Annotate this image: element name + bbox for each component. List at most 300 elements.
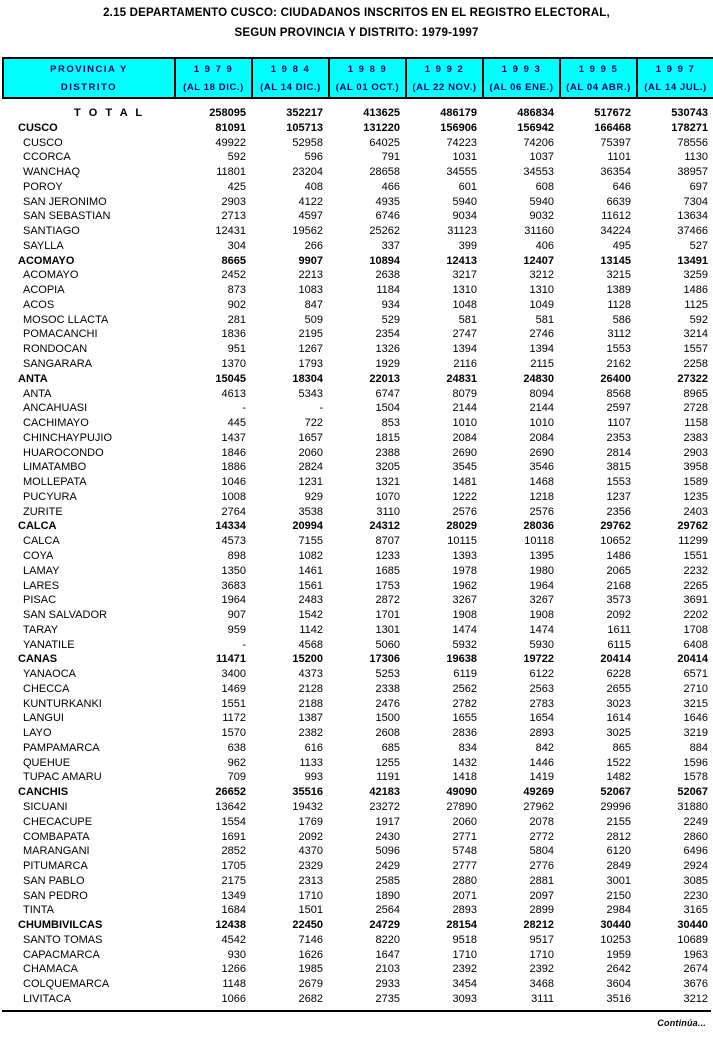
cell-value: 1101 [607,151,631,164]
cell-value: 1481 [452,476,477,489]
cell-value: 1769 [298,815,323,828]
cell-value: 1964 [221,594,246,607]
row-label: POMACANCHI [23,328,98,341]
cell-value: 1130 [684,151,708,164]
cell-value: 486834 [517,107,554,119]
cell-value: 3215 [683,697,708,710]
cell-value: 6408 [683,638,708,651]
cell-value: 1008 [221,490,246,503]
header-cell-provincia-distrito [4,59,174,97]
cell-value: 2674 [683,963,708,976]
cell-value: 81091 [215,121,246,134]
cell-value: 8707 [375,535,400,548]
table-row [2,136,711,151]
cell-value: 24830 [523,372,554,385]
cell-value: 13491 [677,254,708,267]
table-row [2,977,711,992]
cell-value: 592 [227,151,246,164]
cell-value: 1310 [452,284,477,297]
cell-value: 1553 [606,343,631,356]
row-label: ACOPIA [23,284,65,297]
cell-value: 581 [535,313,554,326]
cell-value: 1611 [607,623,631,636]
cell-value: 22450 [292,919,323,932]
cell-value: 3604 [606,978,631,991]
cell-value: 3545 [452,461,477,474]
cell-value: 2893 [452,904,477,917]
cell-value: 517672 [594,107,631,119]
header-date-label: (AL 18 DIC.) [183,82,244,93]
cell-value: 38957 [677,166,708,179]
cell-value: 1172 [222,712,246,725]
cell-value: 2713 [221,210,246,223]
cell-value: 1701 [375,609,400,622]
cell-value: 42183 [369,786,400,799]
row-label: CHUMBIVILCAS [18,919,103,932]
cell-value: 258095 [209,107,246,119]
cell-value: 10689 [677,933,708,946]
cell-value: 1522 [606,756,631,769]
header-cell-year-1984 [251,59,328,97]
cell-value: 27322 [677,372,708,385]
cell-value: 35516 [292,786,323,799]
cell-value: 4573 [221,535,246,548]
cell-value: 596 [304,151,323,164]
row-label: QUEHUE [23,756,71,769]
cell-value: 2115 [530,358,554,371]
cell-value: 646 [612,180,631,193]
cell-value: 1349 [221,889,246,902]
cell-value: 1647 [375,948,400,961]
cell-value: 1461 [298,564,323,577]
cell-value: 1191 [376,771,400,784]
cell-value: 17306 [369,653,400,666]
table-row [2,948,711,963]
cell-value: 445 [227,417,246,430]
row-label: CANCHIS [18,786,69,799]
cell-value: 1614 [606,712,631,725]
cell-value: 49922 [215,136,246,149]
cell-value: 11801 [216,166,246,179]
table-row [2,992,711,1007]
cell-value: 1394 [452,343,477,356]
cell-value: 1908 [529,609,554,622]
cell-value: 15045 [215,372,246,385]
table-row [2,254,711,269]
cell-value: 304 [227,239,246,252]
cell-value: 898 [227,549,246,562]
cell-value: 3217 [452,269,477,282]
cell-value: 1554 [221,815,246,828]
cell-value: 853 [381,417,400,430]
cell-value: 2597 [606,402,631,415]
cell-value: 1486 [683,284,708,297]
cell-value: 20994 [292,520,323,533]
header-year-label: 1 9 9 5 [578,64,619,75]
cell-value: 52067 [600,786,631,799]
row-label: CCORCA [23,151,71,164]
cell-value: 29762 [600,520,631,533]
cell-value: 1684 [221,904,246,917]
cell-value: 6747 [375,387,400,400]
cell-value: 6119 [453,668,477,681]
cell-value: 3815 [606,461,631,474]
table-row [2,519,711,534]
cell-value: 1255 [375,756,400,769]
cell-value: 4568 [298,638,323,651]
cell-value: 2150 [606,889,631,902]
cell-value: 530743 [671,107,708,119]
cell-value: 6115 [607,638,631,651]
table-row [2,446,711,461]
cell-value: 1049 [529,298,554,311]
cell-value: 1685 [375,564,400,577]
cell-value: 527 [689,239,708,252]
cell-value: 2078 [529,815,554,828]
table-row [2,579,711,594]
cell-value: 1657 [298,431,323,444]
cell-value: 2783 [529,697,554,710]
row-label: WANCHAQ [23,166,81,179]
row-label: LAMAY [23,564,60,577]
cell-value: 2230 [683,889,708,902]
cell-value: 2564 [375,904,400,917]
cell-value: 34224 [600,225,631,238]
row-label: MARANGANI [23,845,90,858]
cell-value: 1589 [683,476,708,489]
cell-value: 2728 [683,402,708,415]
cell-value: 466 [381,180,400,193]
row-label: PAMPAMARCA [23,741,100,754]
header-year-label: 1 9 9 7 [655,64,696,75]
cell-value: 5748 [452,845,477,858]
cell-value: 3205 [375,461,400,474]
cell-value: 6228 [606,668,631,681]
cell-value: 2746 [529,328,554,341]
cell-value: 2814 [606,446,631,459]
cell-value: 5940 [529,195,554,208]
cell-value: 31160 [524,225,554,238]
cell-value: 30440 [677,919,708,932]
table-row [2,874,711,889]
cell-value: 2852 [221,845,246,858]
row-label: TINTA [23,904,54,917]
cell-value: 3400 [221,668,246,681]
table-row [2,682,711,697]
cell-value: 2638 [375,269,400,282]
cell-value: 3212 [683,992,708,1005]
cell-value: 1031 [452,151,477,164]
cell-value: 2313 [298,874,323,887]
cell-value: 2860 [683,830,708,843]
cell-value: 608 [535,180,554,193]
row-label: COLQUEMARCA [23,978,110,991]
header-cell-year-1979 [174,59,251,97]
cell-value: 2483 [298,594,323,607]
cell-value: 2576 [529,505,554,518]
row-label: COYA [23,549,54,562]
row-label: ANTA [23,387,52,400]
cell-value: 3025 [606,727,631,740]
cell-value: 3165 [683,904,708,917]
header-cell-year-1993 [482,59,559,97]
cell-value: 616 [304,741,323,754]
cell-value: 30440 [600,919,631,932]
row-label: MOSOC LLACTA [23,313,109,326]
cell-value: 2144 [529,402,554,415]
cell-value: 337 [381,239,400,252]
cell-value: 3111 [531,992,554,1005]
cell-value: 2903 [221,195,246,208]
cell-value: 2168 [606,579,631,592]
cell-value: 3093 [452,992,477,1005]
cell-value: 6122 [529,668,554,681]
row-label: CACHIMAYO [23,417,89,430]
cell-value: 9907 [298,254,323,267]
row-label: SICUANI [23,800,68,813]
cell-value: 2116 [453,358,477,371]
cell-value: 1432 [452,756,477,769]
cell-value: 2642 [606,963,631,976]
cell-value: 1917 [375,815,400,828]
cell-value: 1504 [375,402,400,415]
cell-value: 2824 [298,461,323,474]
cell-value: 934 [381,298,400,311]
cell-value: 1310 [529,284,554,297]
cell-value: 166468 [594,121,631,134]
cell-value: 1393 [452,549,477,562]
cell-value: 28212 [523,919,554,932]
row-label: SANGARARA [23,358,93,371]
cell-value: 7155 [298,535,323,548]
cell-value: 1083 [298,284,323,297]
cell-value: 1010 [529,417,554,430]
cell-value: 8665 [221,254,246,267]
cell-value: 20414 [677,653,708,666]
row-label: LIVITACA [23,992,72,1005]
cell-value: 156906 [440,121,477,134]
cell-value: 2258 [683,358,708,371]
cell-value: 28029 [446,520,477,533]
cell-value: 1482 [606,771,631,784]
cell-value: 408 [304,180,323,193]
row-label: SAN JERONIMO [23,195,107,208]
table-row [2,283,711,298]
table-row [2,460,711,475]
cell-value: 3023 [606,697,631,710]
cell-value: 2872 [375,594,400,607]
table-row [2,593,711,608]
cell-value: 486179 [440,107,477,119]
cell-value: 18304 [292,372,323,385]
cell-value: 10115 [447,535,477,548]
header-year-label: 1 9 8 9 [347,64,388,75]
table-row [2,667,711,682]
cell-value: 3538 [298,505,323,518]
cell-value: - [242,402,246,415]
cell-value: 19432 [292,800,323,813]
cell-value: 1542 [298,609,323,622]
row-label: LIMATAMBO [23,461,87,474]
table-row [2,298,711,313]
cell-value: 1395 [529,549,554,562]
cell-value: 1235 [683,490,708,503]
cell-value: 64025 [369,136,400,149]
row-label: SANTIAGO [23,225,80,238]
header-cell-year-1992 [405,59,482,97]
row-label: PUCYURA [23,490,77,503]
cell-value: 9517 [529,933,554,946]
cell-value: - [242,638,246,651]
cell-value: 959 [227,623,246,636]
cell-value: 3691 [683,594,708,607]
row-label: LARES [23,579,60,592]
cell-value: 2452 [221,269,246,282]
cell-value: 3259 [683,269,708,282]
cell-value: 907 [227,609,246,622]
row-label: MOLLEPATA [23,476,87,489]
cell-value: 4122 [298,195,323,208]
cell-value: 4542 [221,933,246,946]
cell-value: 2430 [375,830,400,843]
cell-value: 1387 [298,712,323,725]
cell-value: 1419 [529,771,554,784]
header-date-label: (AL 06 ENE.) [489,82,554,93]
table-row [2,224,711,239]
cell-value: 2735 [375,992,400,1005]
cell-value: 1468 [529,476,554,489]
cell-value: 2092 [298,830,323,843]
cell-value: 1158 [684,417,708,430]
cell-value: 3215 [606,269,631,282]
cell-value: 52067 [677,786,708,799]
table-row [2,830,711,845]
cell-value: 2933 [375,978,400,991]
cell-value: 1370 [221,358,246,371]
cell-value: 2893 [529,727,554,740]
cell-value: 1708 [683,623,708,636]
table-row [2,505,711,520]
cell-value: 9032 [529,210,554,223]
cell-value: 1010 [452,417,477,430]
cell-value: 3958 [683,461,708,474]
table-row [2,209,711,224]
cell-value: 3683 [221,579,246,592]
cell-value: 1237 [606,490,631,503]
table-row [2,770,711,785]
table-row [2,327,711,342]
cell-value: 3468 [529,978,554,991]
cell-value: 2382 [298,727,323,740]
cell-value: 399 [458,239,477,252]
cell-value: 6571 [683,668,708,681]
cell-value: 178271 [671,121,708,134]
row-label: CALCA [23,535,60,548]
table-row [2,387,711,402]
cell-value: 1142 [299,623,323,636]
row-label: HUAROCONDO [23,446,104,459]
cell-value: 1070 [375,490,400,503]
cell-value: 2476 [375,697,400,710]
cell-value: 3214 [683,328,708,341]
table-row [2,608,711,623]
table-row [2,416,711,431]
cell-value: 1978 [452,564,477,577]
cell-value: 25262 [369,225,400,238]
row-label: ZURITE [23,505,63,518]
cell-value: 5096 [375,845,400,858]
cell-value: 1048 [452,298,477,311]
cell-value: 4597 [298,210,323,223]
cell-value: 834 [458,741,477,754]
cell-value: 24312 [369,520,400,533]
row-label: CALCA [18,520,57,533]
cell-value: 2776 [529,860,554,873]
table-row [2,313,711,328]
cell-value: 1691 [221,830,246,843]
cell-value: 1793 [298,358,323,371]
table-row [2,106,711,121]
cell-value: 2060 [298,446,323,459]
row-label: KUNTURKANKI [23,697,102,710]
cell-value: 5343 [298,387,323,400]
continua-note: Continúa... [657,1018,706,1028]
cell-value: 1046 [221,476,246,489]
cell-value: 930 [227,948,246,961]
cell-value: 19722 [523,653,554,666]
cell-value: 1753 [375,579,400,592]
row-label: ANCAHUASI [23,402,88,415]
cell-value: 19638 [446,653,477,666]
cell-value: 1886 [221,461,246,474]
header-date-label: (AL 14 JUL.) [644,82,707,93]
cell-value: 406 [535,239,554,252]
table-row [2,121,711,136]
table-row [2,652,711,667]
cell-value: 685 [381,741,400,754]
table-row [2,815,711,830]
cell-value: 37466 [677,225,708,238]
cell-value: 12413 [446,254,477,267]
cell-value: 495 [612,239,631,252]
cell-value: 2880 [452,874,477,887]
cell-value: 1267 [298,343,323,356]
cell-value: 3676 [683,978,708,991]
cell-value: 2764 [221,505,246,518]
cell-value: - [319,402,323,415]
cell-value: 9518 [452,933,477,946]
table-row [2,741,711,756]
row-label: SAN PABLO [23,874,85,887]
cell-value: 3454 [452,978,477,991]
cell-value: 2429 [375,860,400,873]
cell-value: 709 [227,771,246,784]
table-row [2,889,711,904]
cell-value: 281 [227,313,246,326]
cell-value: 638 [227,741,246,754]
cell-value: 3110 [376,505,400,518]
cell-value: 3267 [452,594,477,607]
cell-value: 2679 [298,978,323,991]
cell-value: 2924 [683,860,708,873]
cell-value: 5932 [452,638,477,651]
cell-value: 105713 [286,121,323,134]
cell-value: 2175 [221,874,246,887]
cell-value: 1107 [607,417,631,430]
cell-value: 1389 [606,284,631,297]
row-label: TARAY [23,623,59,636]
row-label: SAN SALVADOR [23,609,107,622]
